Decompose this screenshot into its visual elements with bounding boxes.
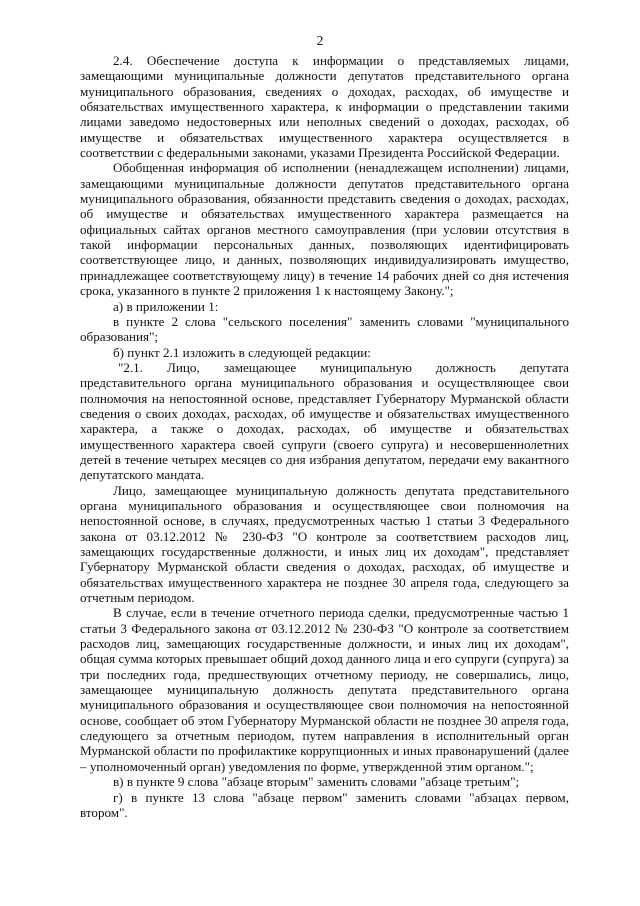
paragraph-point-2: в пункте 2 слова "сельского поселения" заменить словами "муниципального образования"; bbox=[80, 313, 569, 345]
paragraph-point-9: в) в пункте 9 слова "абзаце вторым" заменить словами "абзаце третьим"; bbox=[113, 774, 520, 790]
paragraph-point-13: г) в пункте 13 слова "абзаце первом" заменить словами "абзацах первом, втором". bbox=[80, 789, 569, 820]
paragraph-point-2-1: "2.1. Лицо, замещающее муниципальную должность депутата представительного органа муниципального образования и осуществляющее свои полномочия на непостоянной основе, представляет Губернатору Мурманской области сведения о своих доходах, расходах, об имуществе и обязательствах имущественного характера, а также о доходах, расходах, об имуществе и обязательствах имущественного характера своей супруги (своего супруга) и несовершеннолетних детей в течение четырех месяцев со дня избрания депутатом, передачи ему вакантного депутатского мандата. bbox=[80, 359, 569, 483]
paragraph-appendix-1: а) в приложении 1: bbox=[113, 298, 219, 314]
paragraph-point-2-1-header: б) пункт 2.1 изложить в следующей редакции: bbox=[113, 344, 371, 360]
paragraph-person-holding: Лицо, замещающее муниципальную должность депутата представительного органа муниципального образования и осуществляющее свои полномочия на непостоянной основе, в случаях, предусмотренных частью 1 статьи 3 Федерального закона от 03.12.2012 № 230-ФЗ "О контроле за соответствием расходов лиц, замещающих государственные должности, и иных лиц их доходам", представляет Губернатору Мурманской области сведения о доходах, расходах, об имуществе и обязательствах имущественного характера не позднее 30 апреля года, следующего за отчетным периодом. bbox=[80, 482, 569, 606]
page-number: 2 bbox=[316, 33, 324, 48]
document-body bbox=[80, 53, 569, 820]
paragraph-generalized-info: Обобщенная информация об исполнении (ненадлежащем исполнении) лицами, замещающими муниципальные должности депутатов представительного органа муниципального образования, обязанности представить сведения о доходах, расходах, об имуществе и обязательствах имущественного характера размещается на официальных сайтах органов местного самоуправления (при условии отсутствия в такой информации персональных данных, позволяющих идентифицировать соответствующее лицо, и данных, позволяющих индивидуализировать имущество, принадлежащее соответствующему лицу) в течение 14 рабочих дней со дня истечения срока, указанного в пункте 2 приложения 1 к настоящему Закону."; bbox=[80, 160, 569, 299]
paragraph-2-4: 2.4. Обеспечение доступа к информации о представляемых лицами, замещающими муниципальные должности депутатов представительного органа муниципального образования, сведениях о доходах, расходах, об имуществе и обязательствах имущественного характера, к информации о представлении такими лицами заведомо недостоверных или неполных сведений о доходах, расходах, об имуществе и обязательствах имущественного характера осуществляется в соответствии с федеральными законами, указами Президента Российской Федерации. bbox=[80, 53, 569, 161]
paragraph-transactions: В случае, если в течение отчетного периода сделки, предусмотренные частью 1 статьи 3 Федерального закона от 03.12.2012 № 230-ФЗ "О контроле за соответствием расходов лиц, замещающих государственные должности, и иных лиц их доходам", общая сумма которых превышает общий доход данного лица и его супруги (супруга) за три последних года, предшествующих отчетному периоду, не совершались, лицо, замещающее муниципальную должность депутата представительного органа муниципального образования и осуществляющее свои полномочия на непостоянной основе, сообщает об этом Губернатору Мурманской области не позднее 30 апреля года, следующего за отчетным периодом, путем направления в исполнительный орган Мурманской области по профилактике коррупционных и иных правонарушений (далее – уполномоченный орган) уведомления по форме, утвержденной этим органом."; bbox=[80, 605, 569, 774]
